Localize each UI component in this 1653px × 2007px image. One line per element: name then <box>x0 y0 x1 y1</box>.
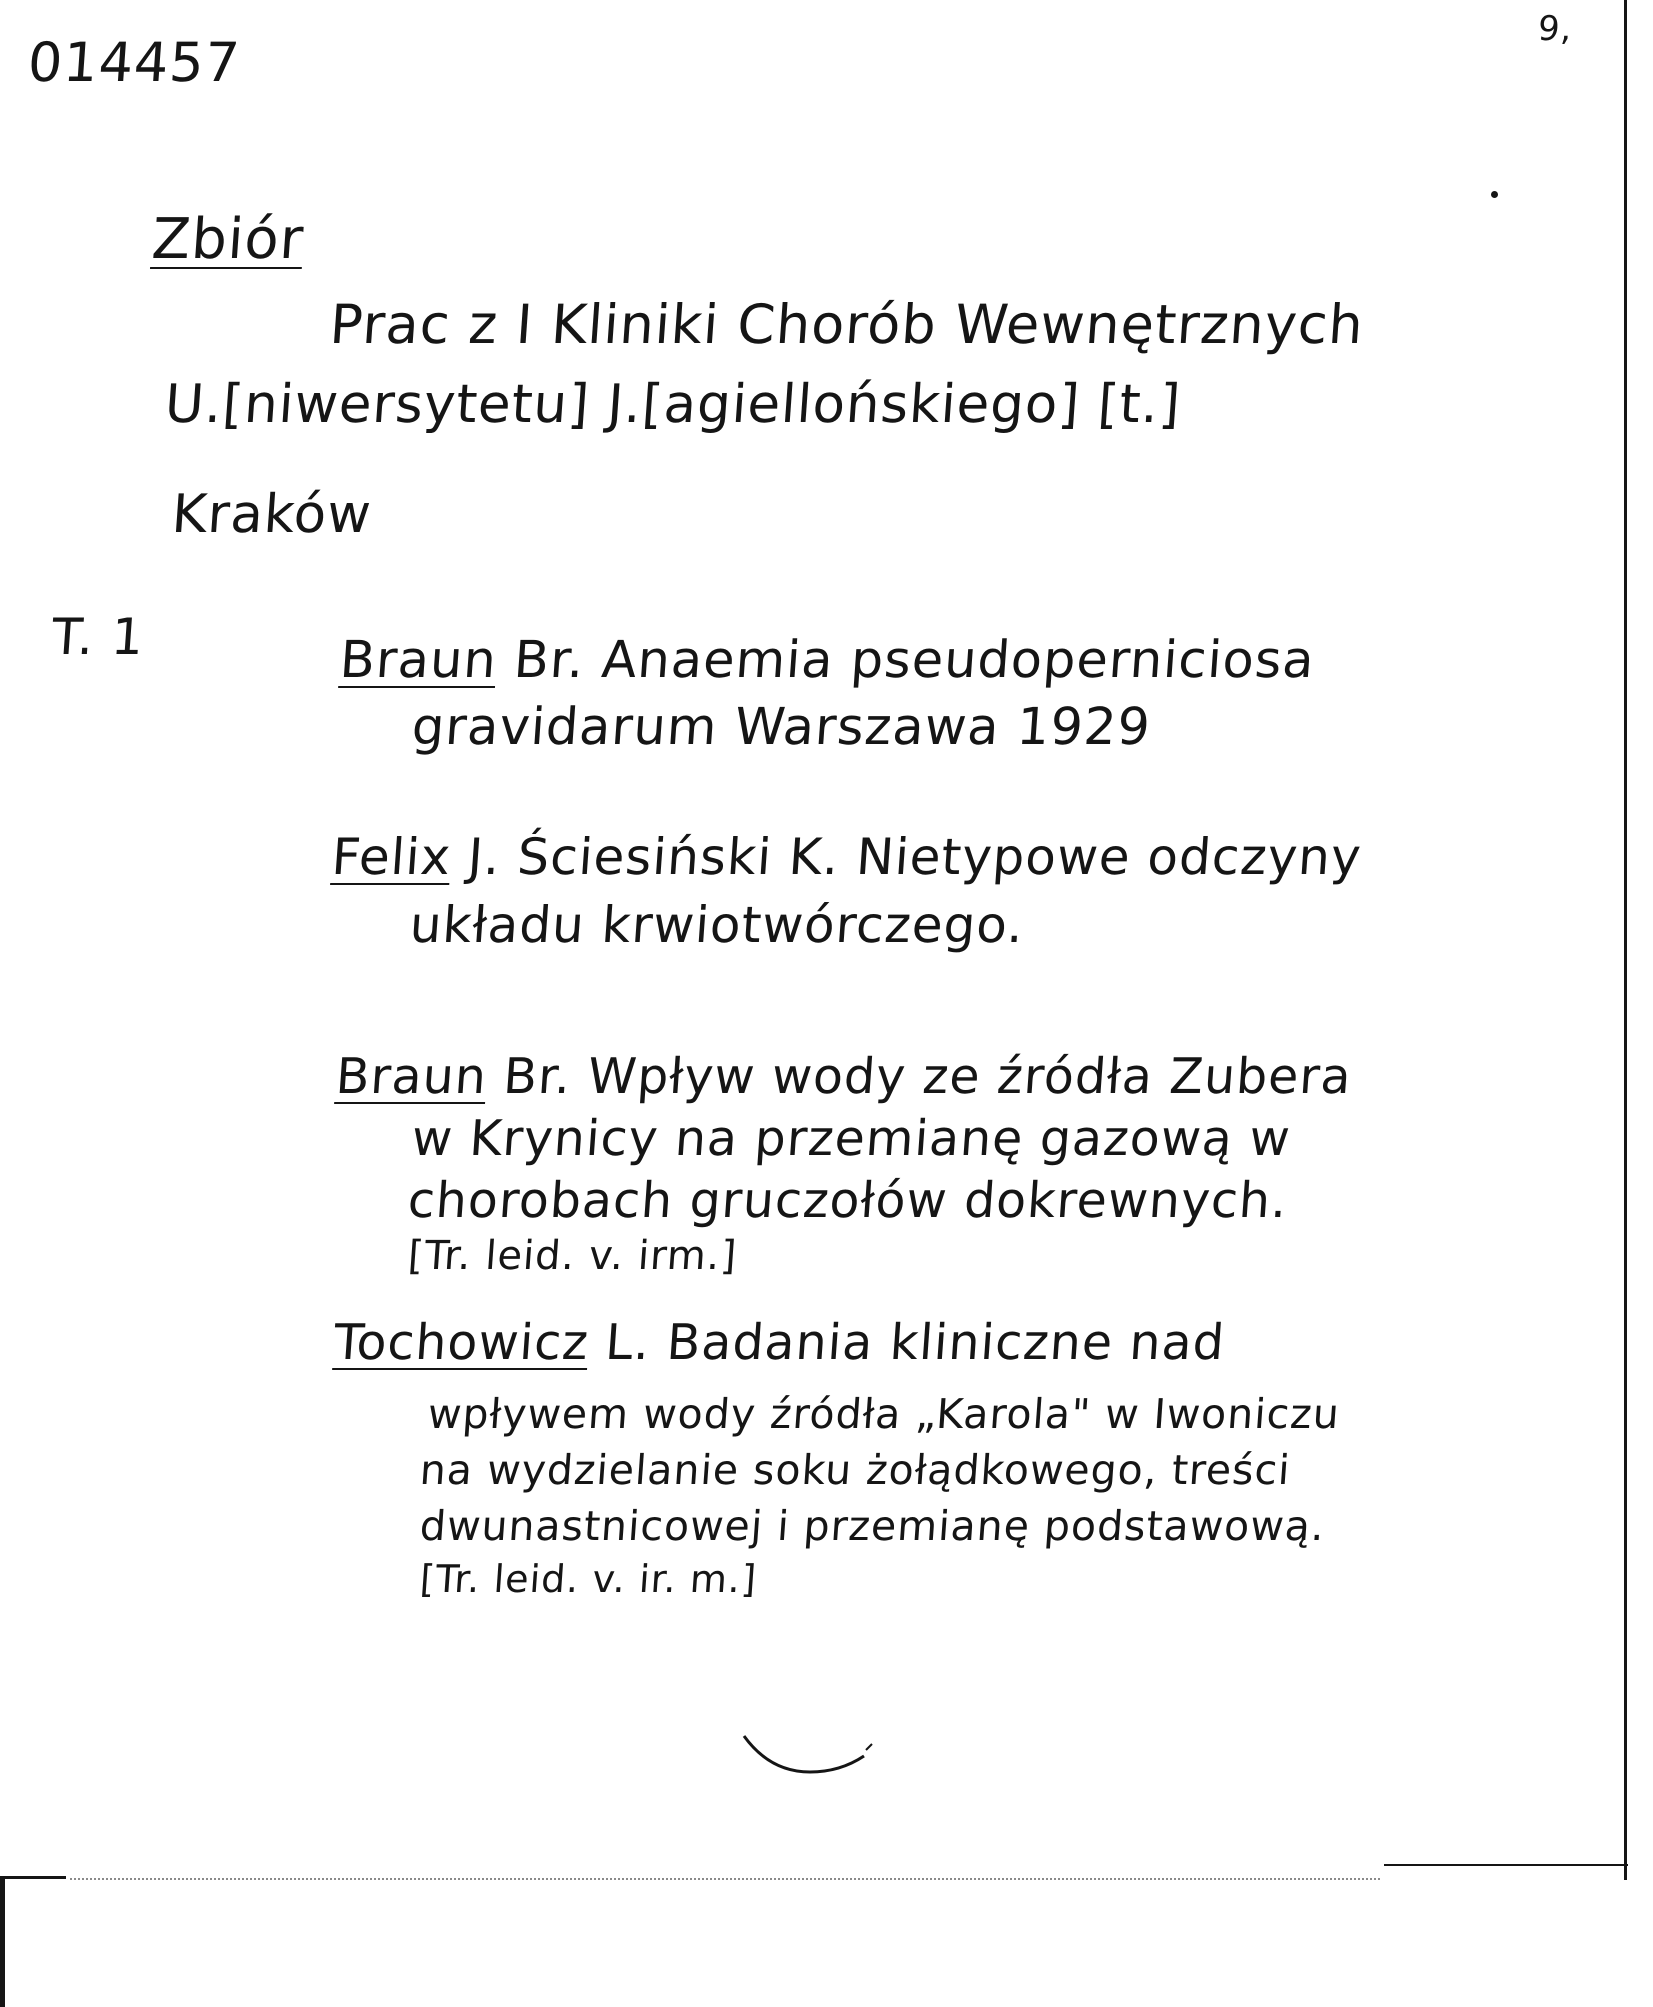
entry-1-line-1 <box>337 631 1317 690</box>
entry-2-line-1 <box>329 828 1364 886</box>
header-line-3: Kraków <box>169 484 374 545</box>
entry-4-line-2: wpływem wody źródła „Karola" w Iwoniczu <box>426 1390 1342 1438</box>
entry-2-author: Felix <box>329 828 454 886</box>
entry-3-line-2: w Krynicy na przemianę gazową w <box>410 1110 1293 1167</box>
entry-2-text: J. Ściesiński K. Nietypowe odczyny <box>466 828 1364 886</box>
entry-4-line-3: na wydzielanie soku żołądkowego, treści <box>418 1446 1293 1494</box>
entry-1-author: Braun <box>337 631 499 690</box>
entry-2-line-2: układu krwiotwórczego. <box>407 896 1027 954</box>
end-flourish <box>740 1728 880 1788</box>
dotted-scan-line <box>70 1878 1380 1880</box>
entry-3-line-1 <box>334 1048 1354 1105</box>
entry-4-author: Tochowicz <box>332 1314 591 1371</box>
header-line-2: U.[niwersytetu] J.[agiellońskiego] [t.] <box>162 374 1184 435</box>
corner-mark: 9, <box>1536 9 1574 49</box>
bottom-left-border-v <box>0 1878 5 2007</box>
entry-3-line-3: chorobach gruczołów dokrewnych. <box>406 1172 1290 1229</box>
ink-dot <box>1491 191 1498 198</box>
header-title: Zbiór <box>149 207 307 272</box>
entry-4-text: L. Badania kliniczne nad <box>603 1314 1227 1371</box>
entry-4-line-1 <box>332 1314 1227 1371</box>
right-scan-border <box>1624 0 1627 1880</box>
entry-1-line-2: gravidarum Warszawa 1929 <box>409 698 1153 757</box>
entry-3-author: Braun <box>334 1048 489 1105</box>
entry-4-line-4: dwunastnicowej i przemianę podstawową. <box>418 1502 1327 1550</box>
entry-1-text: Br. Anaemia pseudoperniciosa <box>512 631 1317 690</box>
volume-label: T. 1 <box>49 608 147 666</box>
catalog-number: 014457 <box>25 31 243 94</box>
header-line-1: Prac z I Kliniki Chorób Wewnętrznych <box>327 293 1367 356</box>
entry-3-text: Br. Wpływ wody ze źródła Zubera <box>501 1048 1354 1105</box>
bottom-left-border-h <box>0 1876 66 1879</box>
entry-4-line-5: [Tr. leid. v. ir. m.] <box>418 1557 759 1601</box>
entry-3-line-4: [Tr. leid. v. irm.] <box>406 1233 739 1279</box>
bottom-right-border-h <box>1384 1864 1628 1866</box>
